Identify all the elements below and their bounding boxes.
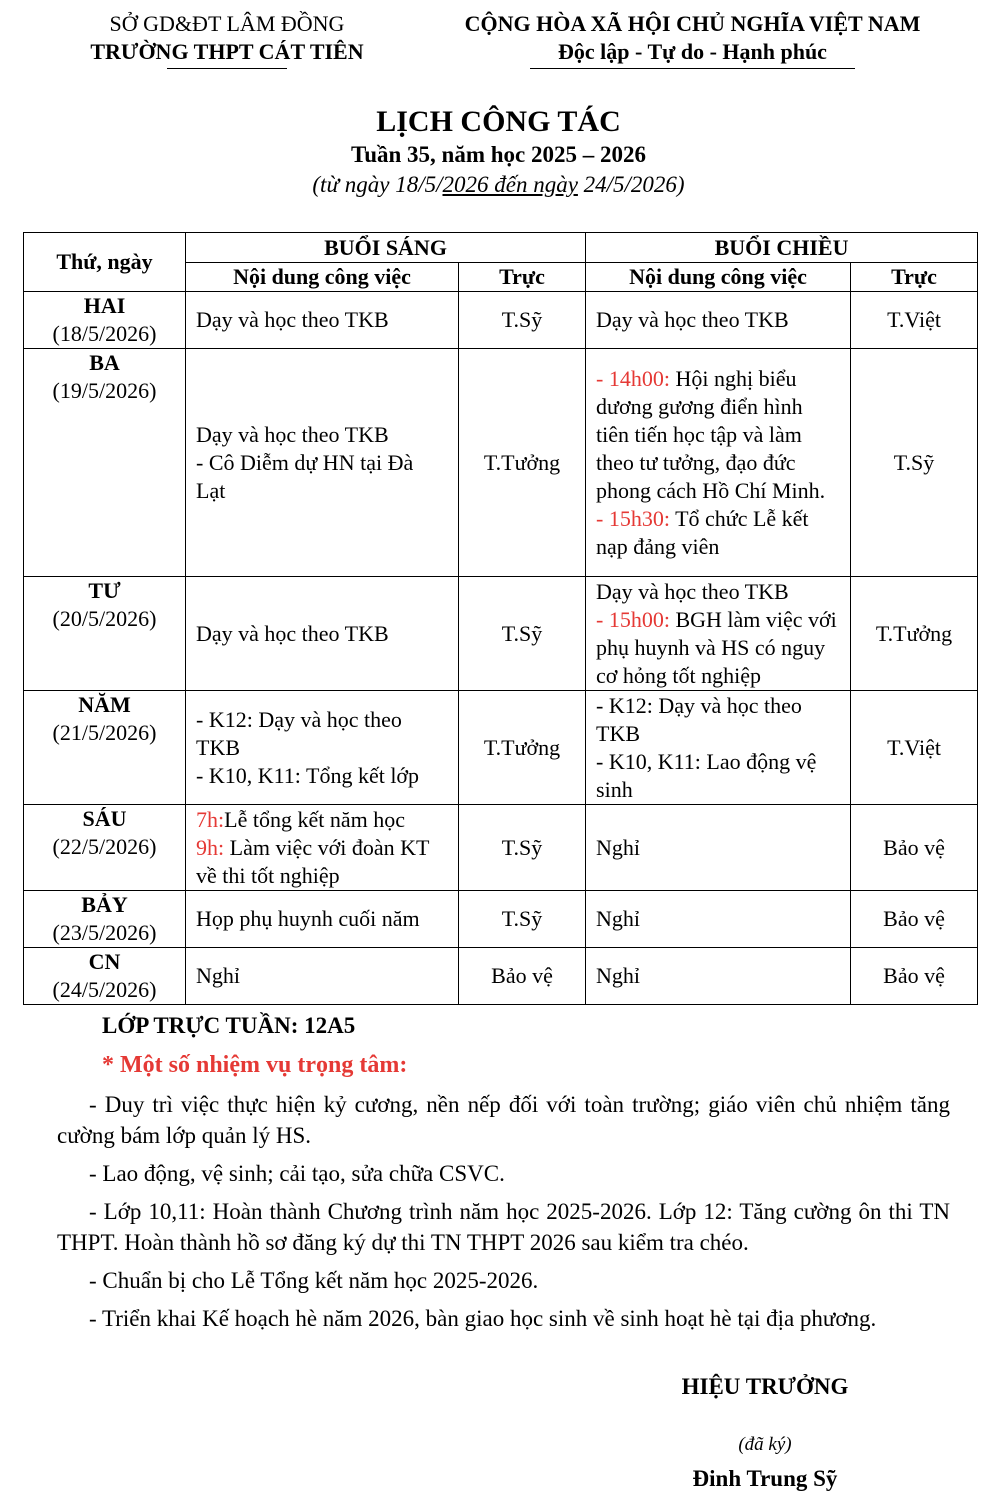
time-label: - 14h00: bbox=[596, 365, 670, 391]
day-cell bbox=[24, 891, 186, 948]
time-label: 7h: bbox=[196, 806, 225, 832]
day-date: (20/5/2026) bbox=[52, 606, 157, 631]
title-block bbox=[0, 104, 997, 200]
afternoon-content: Dạy và học theo TKB bbox=[586, 292, 851, 349]
morning-line: - Cô Diễm dự HN tại Đà Lạt bbox=[196, 449, 414, 503]
table-row bbox=[24, 891, 978, 948]
signed-note: (đã ký) bbox=[738, 1434, 792, 1455]
morning-duty: T.Sỹ bbox=[459, 891, 586, 948]
task-item: - Lớp 10,11: Hoàn thành Chương trình năm học 2025-2026. Lớp 12: Tăng cường ôn thi TN THPT. Hoàn thành hồ sơ đăng ký dự thi TN THPT 2026 sau kiểm tra chéo. bbox=[57, 1199, 950, 1255]
afternoon-line bbox=[596, 365, 840, 505]
task-item: - Lao động, vệ sinh; cải tạo, sửa chữa CSVC. bbox=[89, 1161, 505, 1186]
date-range-start: (từ ngày 18/5/ bbox=[312, 172, 443, 197]
afternoon-content bbox=[586, 349, 851, 577]
morning-content bbox=[186, 349, 459, 577]
afternoon-content: Nghỉ bbox=[586, 805, 851, 891]
task-item: - Triển khai Kế hoạch hè năm 2026, bàn giao học sinh về sinh hoạt hè tại địa phương. bbox=[89, 1306, 877, 1331]
morning-line: - K10, K11: Tổng kết lớp bbox=[196, 762, 420, 788]
document-title: LỊCH CÔNG TÁC bbox=[376, 105, 621, 138]
day-name: NĂM bbox=[78, 692, 131, 717]
afternoon-line bbox=[596, 505, 840, 561]
day-cell bbox=[24, 691, 186, 805]
task-item: - Duy trì việc thực hiện kỷ cương, nền nếp đối với toàn trường; giáo viên chủ nhiệm tăng cường bám lớp quản lý HS. bbox=[57, 1092, 950, 1148]
morning-content bbox=[186, 805, 459, 891]
date-range bbox=[0, 170, 997, 200]
duty-class: LỚP TRỰC TUẦN: 12A5 bbox=[102, 1013, 356, 1038]
morning-content: Nghỉ bbox=[186, 948, 459, 1005]
day-name: TƯ bbox=[88, 578, 121, 603]
morning-content bbox=[186, 691, 459, 805]
afternoon-content bbox=[586, 577, 851, 691]
table-row bbox=[24, 948, 978, 1005]
day-date: (23/5/2026) bbox=[52, 920, 157, 945]
tasks-title: * Một số nhiệm vụ trọng tâm: bbox=[102, 1052, 408, 1078]
header-morning-duty: Trực bbox=[459, 263, 586, 292]
day-date: (18/5/2026) bbox=[52, 321, 157, 346]
header-afternoon: BUỔI CHIỀU bbox=[586, 233, 978, 263]
afternoon-line: Dạy và học theo TKB bbox=[596, 578, 789, 604]
table-row bbox=[24, 349, 978, 577]
time-label: - 15h30: bbox=[596, 505, 670, 531]
header-morning-content: Nội dung công việc bbox=[186, 263, 459, 292]
signer-title: HIỆU TRƯỞNG bbox=[681, 1374, 849, 1399]
afternoon-line bbox=[596, 606, 840, 690]
morning-line: - K12: Dạy và học theo TKB bbox=[196, 706, 402, 760]
national-motto bbox=[420, 10, 965, 69]
table-row bbox=[24, 292, 978, 349]
event-text: Lễ tổng kết năm học bbox=[224, 806, 405, 832]
morning-line bbox=[196, 834, 448, 890]
afternoon-duty: T.Việt bbox=[851, 691, 978, 805]
day-name: SÁU bbox=[82, 806, 127, 831]
morning-duty: T.Tưởng bbox=[459, 349, 586, 577]
morning-line: Dạy và học theo TKB bbox=[196, 421, 389, 447]
afternoon-duty: T.Tưởng bbox=[851, 577, 978, 691]
header-morning: BUỔI SÁNG bbox=[186, 233, 586, 263]
day-cell bbox=[24, 292, 186, 349]
day-name: CN bbox=[88, 949, 121, 974]
school-name: TRƯỜNG THPT CÁT TIÊN bbox=[90, 39, 364, 64]
afternoon-duty: T.Sỹ bbox=[851, 349, 978, 577]
day-name: BA bbox=[89, 350, 120, 375]
school-underline bbox=[167, 68, 287, 69]
day-date: (22/5/2026) bbox=[52, 834, 157, 859]
task-item: - Chuẩn bị cho Lễ Tổng kết năm học 2025-2026. bbox=[89, 1268, 539, 1293]
day-date: (24/5/2026) bbox=[52, 977, 157, 1002]
signature-block bbox=[640, 1372, 890, 1494]
time-label: 9h: bbox=[196, 834, 225, 860]
morning-content: Dạy và học theo TKB bbox=[186, 292, 459, 349]
day-date: (19/5/2026) bbox=[52, 378, 157, 403]
morning-duty: Bảo vệ bbox=[459, 948, 586, 1005]
time-label: - 15h00: bbox=[596, 606, 670, 632]
afternoon-duty: Bảo vệ bbox=[851, 805, 978, 891]
event-text: BGH làm việc với phụ huynh và HS có nguy cơ hỏng tốt nghiệp bbox=[596, 606, 837, 688]
morning-duty: T.Sỹ bbox=[459, 577, 586, 691]
morning-line bbox=[196, 806, 448, 834]
afternoon-line: - K12: Dạy và học theo TKB bbox=[596, 692, 802, 746]
afternoon-content: Nghỉ bbox=[586, 948, 851, 1005]
header-day: Thứ, ngày bbox=[24, 233, 186, 292]
event-text: Làm việc với đoàn KT về thi tốt nghiệp bbox=[196, 834, 430, 888]
motto-underline bbox=[530, 68, 855, 69]
date-range-end: 24/5/2026) bbox=[577, 172, 685, 197]
event-text: Hội nghị biểu dương gương điển hình tiên tiến học tập và làm theo tư tưởng, đạo đức phong cách Hồ Chí Minh. bbox=[596, 365, 826, 503]
country-name: CỘNG HÒA XÃ HỘI CHỦ NGHĨA VIỆT NAM bbox=[464, 11, 921, 36]
afternoon-duty: Bảo vệ bbox=[851, 891, 978, 948]
afternoon-content: Nghỉ bbox=[586, 891, 851, 948]
morning-duty: T.Sỹ bbox=[459, 292, 586, 349]
tasks-list bbox=[57, 1089, 950, 1341]
day-name: BẢY bbox=[81, 892, 128, 917]
table-row bbox=[24, 691, 978, 805]
department-name: SỞ GD&ĐT LÂM ĐỒNG bbox=[109, 11, 345, 36]
morning-duty: T.Sỹ bbox=[459, 805, 586, 891]
header-afternoon-content: Nội dung công việc bbox=[586, 263, 851, 292]
day-cell bbox=[24, 577, 186, 691]
day-cell bbox=[24, 948, 186, 1005]
table-row bbox=[24, 805, 978, 891]
issuing-agency bbox=[62, 10, 392, 69]
morning-content: Họp phụ huynh cuối năm bbox=[186, 891, 459, 948]
header-afternoon-duty: Trực bbox=[851, 263, 978, 292]
week-label: Tuần 35, năm học 2025 – 2026 bbox=[350, 142, 646, 167]
day-cell bbox=[24, 805, 186, 891]
morning-duty: T.Tưởng bbox=[459, 691, 586, 805]
afternoon-duty: T.Việt bbox=[851, 292, 978, 349]
afternoon-line: - K10, K11: Lao động vệ sinh bbox=[596, 748, 817, 802]
morning-content: Dạy và học theo TKB bbox=[186, 577, 459, 691]
event-text: Tổ chức Lễ kết nạp đảng viên bbox=[596, 505, 809, 559]
signer-name: Đinh Trung Sỹ bbox=[692, 1466, 838, 1491]
day-date: (21/5/2026) bbox=[52, 720, 157, 745]
schedule-table bbox=[23, 232, 978, 1005]
motto: Độc lập - Tự do - Hạnh phúc bbox=[558, 39, 827, 64]
afternoon-content bbox=[586, 691, 851, 805]
afternoon-duty: Bảo vệ bbox=[851, 948, 978, 1005]
table-row bbox=[24, 577, 978, 691]
day-cell bbox=[24, 349, 186, 577]
date-range-middle: 2026 đến ngày bbox=[442, 172, 578, 197]
day-name: HAI bbox=[83, 293, 126, 318]
document-header bbox=[0, 10, 997, 80]
